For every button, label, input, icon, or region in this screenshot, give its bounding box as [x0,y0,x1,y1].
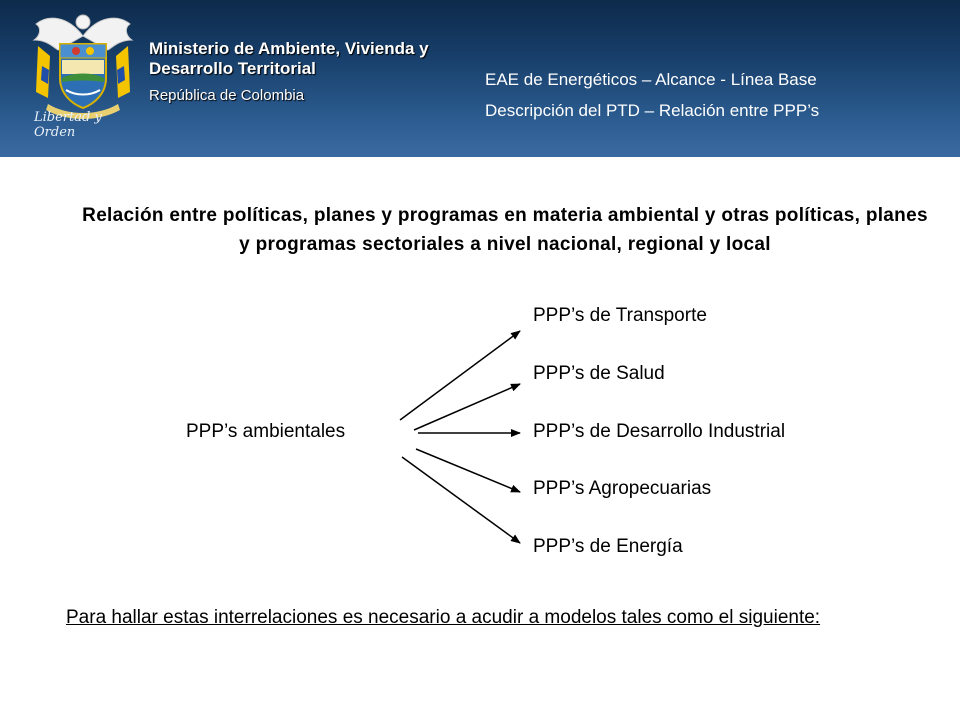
header-banner [0,0,960,157]
slide-title: Relación entre políticas, planes y programas en materia ambiental y otras políticas, planes y programas sectoriales a nivel nacional, regional y local [82,205,928,255]
target-node-3: PPP’s de Desarrollo Industrial [533,421,786,442]
motto-text: Libertad y Orden [34,110,102,140]
target-node-4: PPP’s Agropecuarias [533,478,712,499]
ministry-name: Ministerio de Ambiente, Vivienda y Desarrollo Territorial [149,39,429,78]
arrow-to-target-4 [416,449,520,492]
source-node: PPP’s ambientales [186,421,346,442]
header-subtitle-line2: Descripción del PTD – Relación entre PPP’s [485,101,820,120]
arrow-to-target-5 [402,457,520,543]
target-node-1: PPP’s de Transporte [533,305,707,326]
republic-name: República de Colombia [149,87,305,104]
header-subtitle-line1: EAE de Energéticos – Alcance - Línea Base [485,70,817,89]
target-node-5: PPP’s de Energía [533,536,683,557]
arrow-to-target-2 [414,384,520,430]
target-node-2: PPP’s de Salud [533,363,665,384]
arrow-to-target-1 [400,331,520,420]
footnote-text: Para hallar estas interrelaciones es necesario a acudir a modelos tales como el siguiente: [66,607,821,628]
